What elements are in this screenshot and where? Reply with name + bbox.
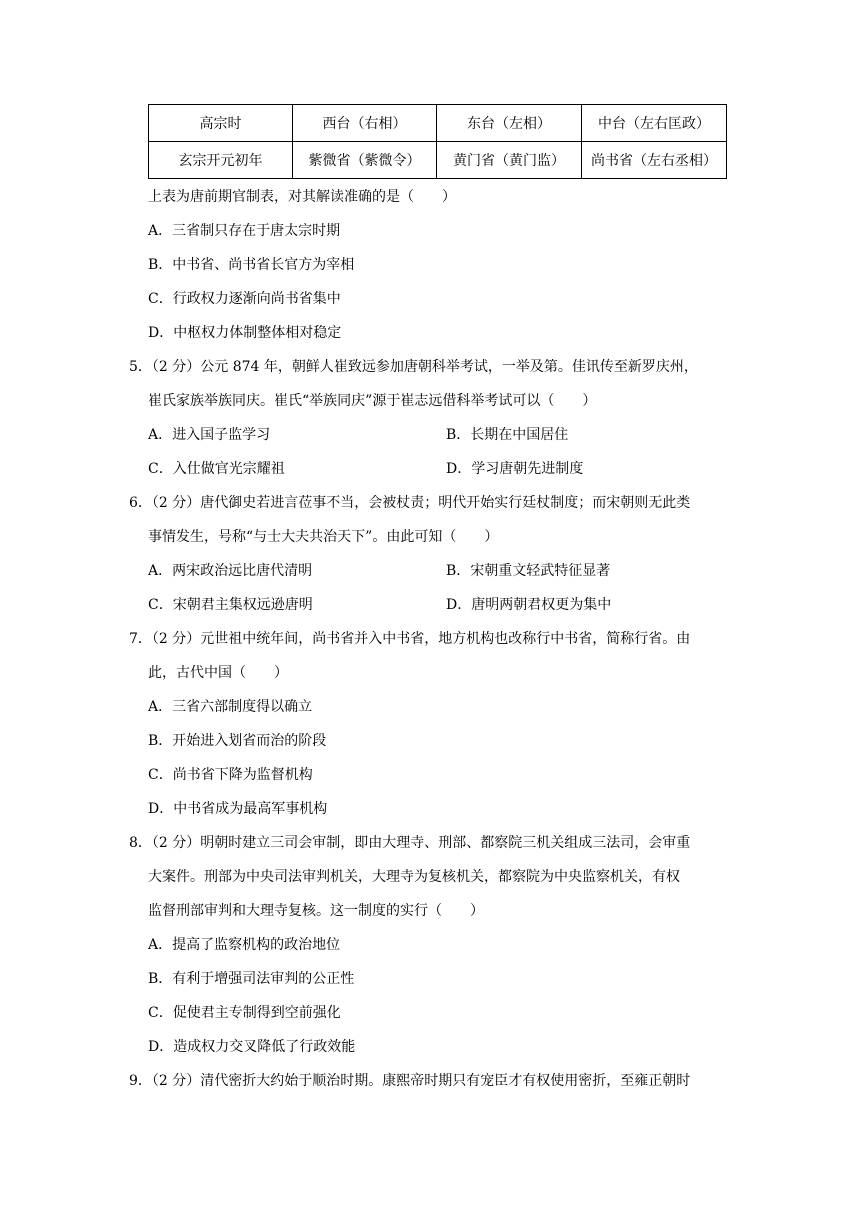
table-row (149, 105, 727, 142)
question-5-option-b[interactable]: B．长期在中国居住 (446, 427, 569, 443)
question-4-option-b[interactable]: B．中书省、尚书省长官方为宰相 (148, 257, 355, 273)
question-4-stem: 上表为唐前期官制表，对其解读准确的是（ ） (148, 189, 456, 205)
table-cell: 中台（左右匡政） (582, 105, 727, 142)
question-4-option-d[interactable]: D．中枢权力体制整体相对稳定 (148, 325, 342, 341)
table-cell: 尚书省（左右丞相） (582, 142, 727, 179)
table-row (149, 142, 727, 179)
question-6-option-a[interactable]: A．两宋政治远比唐代清明 (148, 563, 313, 579)
table-cell: 玄宗开元初年 (149, 142, 293, 179)
question-5-line-1: 5．（2 分）公元 874 年，朝鲜人崔致远参加唐朝科举考试，一举及第。佳讯传至新罗庆州， (129, 359, 698, 375)
question-5-option-a[interactable]: A．进入国子监学习 (148, 427, 271, 443)
table-cell: 紫微省（紫微令） (293, 142, 437, 179)
table-cell: 黄门省（黄门监） (437, 142, 582, 179)
question-7-line-2: 此，古代中国（ ） (148, 665, 288, 681)
question-7-option-b[interactable]: B．开始进入划省而治的阶段 (148, 733, 327, 749)
question-8-line-2: 大案件。刑部为中央司法审判机关，大理寺为复核机关，都察院为中央监察机关，有权 (148, 869, 680, 885)
question-4-option-a[interactable]: A．三省制只存在于唐太宗时期 (148, 223, 341, 239)
table-cell: 西台（右相） (293, 105, 437, 142)
question-8-option-d[interactable]: D．造成权力交叉降低了行政效能 (148, 1039, 356, 1055)
question-6-option-c[interactable]: C．宋朝君主集权远逊唐明 (148, 597, 313, 613)
question-5-option-c[interactable]: C．入仕做官光宗耀祖 (148, 461, 285, 477)
question-6-option-d[interactable]: D．唐明两朝君权更为集中 (446, 597, 612, 613)
question-8-option-b[interactable]: B．有利于增强司法审判的公正性 (148, 971, 355, 987)
question-5-option-d[interactable]: D．学习唐朝先进制度 (446, 461, 584, 477)
question-8-option-c[interactable]: C．促使君主专制得到空前强化 (148, 1005, 341, 1021)
table-cell: 高宗时 (149, 105, 293, 142)
question-6-line-1: 6．（2 分）唐代御史若进言莅事不当，会被杖责；明代开始实行廷杖制度；而宋朝则无此类 (129, 495, 691, 511)
official-system-table (148, 104, 727, 179)
question-8-line-3: 监督刑部审判和大理寺复核。这一制度的实行（ ） (148, 903, 484, 919)
question-7-option-c[interactable]: C．尚书省下降为监督机构 (148, 767, 313, 783)
question-8-line-1: 8．（2 分）明朝时建立三司会审制，即由大理寺、刑部、都察院三机关组成三法司，会审重 (129, 835, 691, 851)
table-cell: 东台（左相） (437, 105, 582, 142)
question-9-line-1: 9．（2 分）清代密折大约始于顺治时期。康熙帝时期只有宠臣才有权使用密折，至雍正朝时 (129, 1073, 691, 1089)
question-7-option-a[interactable]: A．三省六部制度得以确立 (148, 699, 313, 715)
question-6-option-b[interactable]: B．宋朝重文轻武特征显著 (446, 563, 611, 579)
question-7-line-1: 7．（2 分）元世祖中统年间，尚书省并入中书省，地方机构也改称行中书省，简称行省。由 (129, 631, 691, 647)
question-7-option-d[interactable]: D．中书省成为最高军事机构 (148, 801, 328, 817)
question-4-option-c[interactable]: C．行政权力逐渐向尚书省集中 (148, 291, 341, 307)
question-6-line-2: 事情发生，号称“与士大夫共治天下”。由此可知（ ） (148, 529, 499, 545)
question-8-option-a[interactable]: A．提高了监察机构的政治地位 (148, 937, 341, 953)
question-5-line-2: 崔氏家族举族同庆。崔氏“举族同庆”源于崔志远借科举考试可以（ ） (148, 393, 597, 409)
